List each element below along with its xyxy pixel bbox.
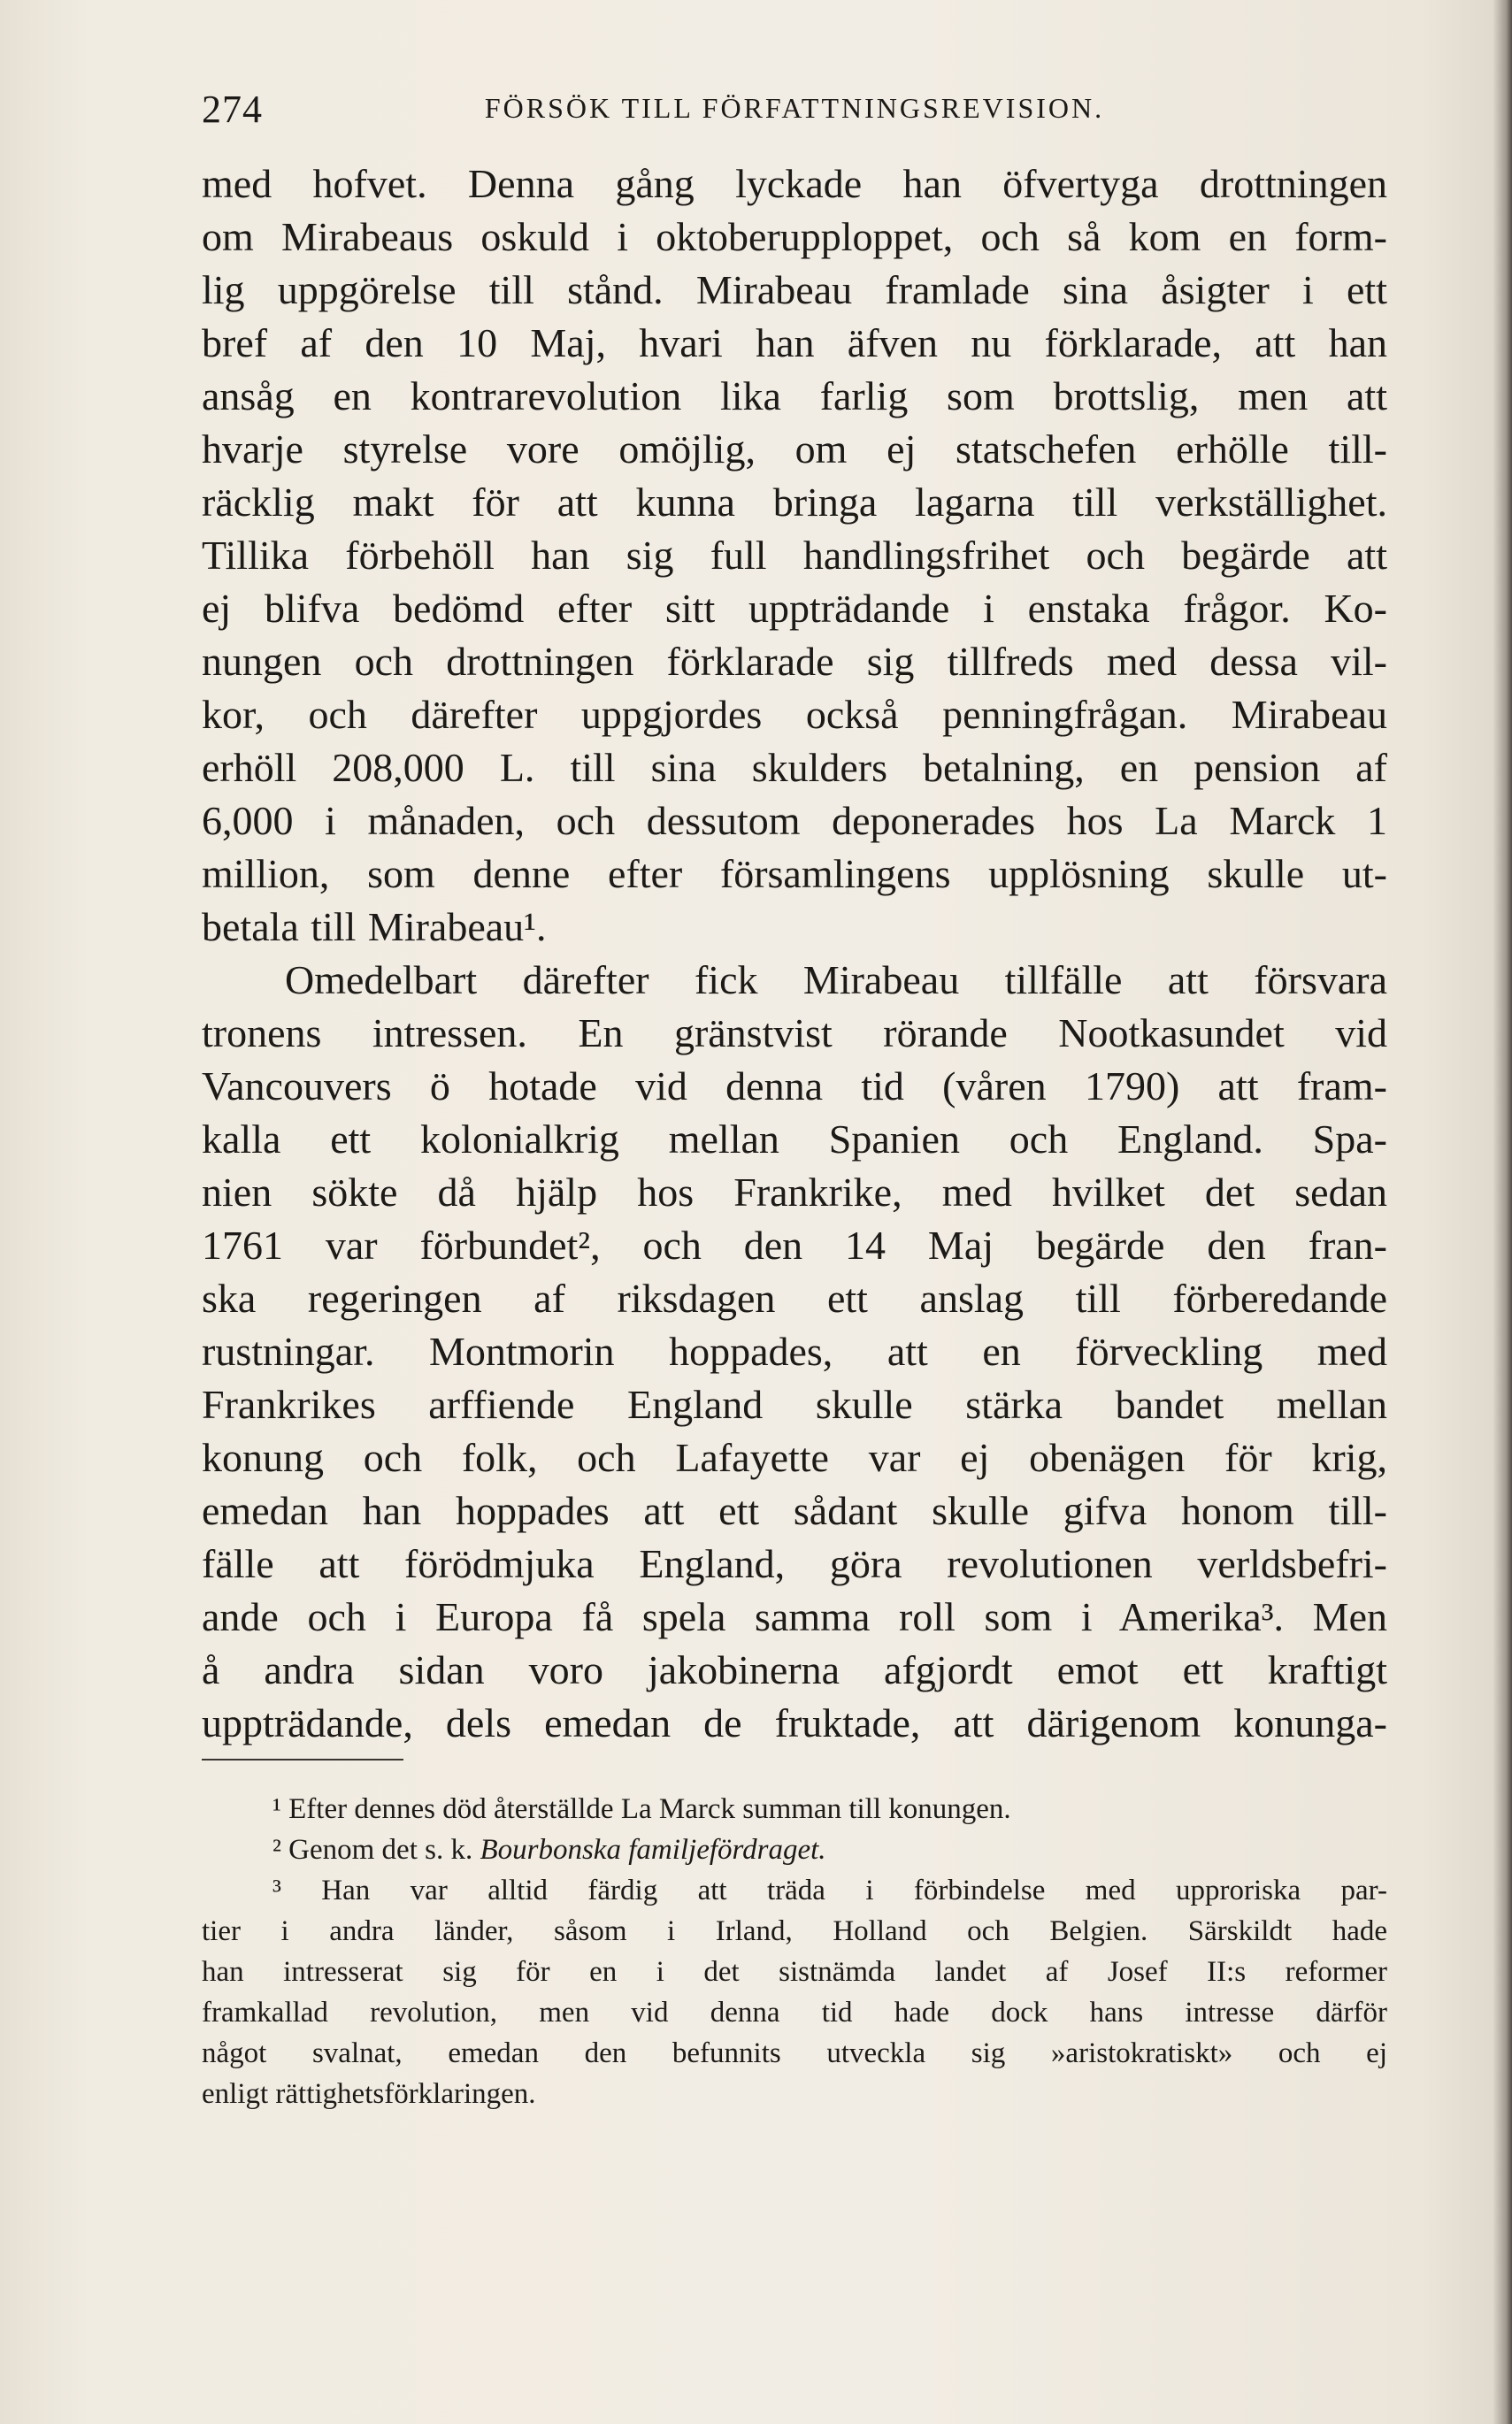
text-line: emedan han hoppades att ett sådant skulle gifva honom till- [202,1488,1387,1533]
text-line: lig uppgörelse till stånd. Mirabeau framlade sina åsigter i ett [202,267,1387,312]
page-number: 274 [202,88,263,131]
paragraph-end-line: betala till Mirabeau¹. [202,904,547,949]
text-line: fälle att förödmjuka England, göra revolutionen verldsbefri- [202,1541,1387,1586]
text-line: rustningar. Montmorin hoppades, att en förveckling med [202,1329,1387,1374]
text-line: 6,000 i månaden, och dessutom deponerades hos La Marck 1 [202,798,1387,843]
footnote-3-line: ³ Han var alltid färdig att träda i förbindelse med upproriska par- [272,1875,1387,1906]
text-line: kalla ett kolonialkrig mellan Spanien och England. Spa- [202,1116,1387,1162]
running-head [202,87,1387,140]
footnotes [202,1789,1387,2114]
text-line: räcklig makt för att kunna bringa lagarna till verkställighet. [202,479,1387,525]
text-line: Tillika förbehöll han sig full handlingsfrihet och begärde att [202,533,1387,578]
footnote-2-text: ² Genom det s. k. [272,1834,480,1866]
text-line: Vancouvers ö hotade vid denna tid (våren 1790) att fram- [202,1063,1387,1108]
footnote-3-line: enligt rättighetsförklaringen. [202,2078,536,2110]
footnote-2 [202,1830,1387,1870]
text-line: ande och i Europa få spela samma roll som i Amerika³. Men [202,1594,1387,1639]
text-line: ansåg en kontrarevolution lika farlig som brottslig, men att [202,373,1387,418]
text-line: Frankrikes arffiende England skulle stärka bandet mellan [202,1382,1387,1427]
text-line: ska regeringen af riksdagen ett anslag till förberedande [202,1276,1387,1321]
text-line: om Mirabeaus oskuld i oktoberupploppet, och så kom en form- [202,214,1387,259]
running-title: FÖRSÖK TILL FÖRFATTNINGSREVISION. [484,92,1105,124]
text-line: med hofvet. Denna gång lyckade han öfvertyga drottningen [202,161,1387,206]
text-line: tronens intressen. En gränstvist rörande Nootkasundet vid [202,1010,1387,1055]
text-line: hvarje styrelse vore omöjlig, om ej statschefen erhölle till- [202,426,1387,472]
body-text [202,157,1387,1750]
text-line: bref af den 10 Maj, hvari han äfven nu förklarade, att han [202,320,1387,365]
text-line: uppträdande, dels emedan de fruktade, att därigenom konunga- [202,1700,1387,1745]
text-line: å andra sidan voro jakobinerna afgjordt emot ett kraftigt [202,1647,1387,1692]
text-line: ej blifva bedömd efter sitt uppträdande i enstaka frågor. Ko- [202,586,1387,631]
footnote-1: ¹ Efter dennes död återställde La Marck summan till konungen. [272,1793,1011,1825]
footnote-3-line: tier i andra länder, såsom i Irland, Holland och Belgien. Särskildt hade [202,1915,1387,1947]
text-line: million, som denne efter församlingens upplösning skulle ut- [202,851,1387,896]
page-edge-shadow [1493,0,1512,2424]
paragraph-start-line: Omedelbart därefter fick Mirabeau tillfälle att försvara [285,957,1387,1002]
footnote-3-line: framkallad revolution, men vid denna tid hade dock hans intresse därför [202,1997,1387,2029]
text-line: nungen och drottningen förklarade sig tillfreds med dessa vil- [202,639,1387,684]
text-line: erhöll 208,000 L. till sina skulders betalning, en pension af [202,745,1387,790]
text-line: kor, och därefter uppgjordes också penningfrågan. Mirabeau [202,692,1387,737]
footnote-3-line: något svalnat, emedan den befunnits utveckla sig »aristokratiskt» och ej [202,2037,1387,2069]
text-line: nien sökte då hjälp hos Frankrike, med hvilket det sedan [202,1170,1387,1215]
footnote-divider [202,1759,403,1760]
footnote-2-italic: Bourbonska familjefördraget. [480,1834,826,1866]
text-line: 1761 var förbundet², och den 14 Maj begärde den fran- [202,1223,1387,1268]
text-line: konung och folk, och Lafayette var ej obenägen för krig, [202,1435,1387,1480]
footnote-3-line: han intresserat sig för en i det sistnämda landet af Josef II:s reformer [202,1956,1387,1988]
